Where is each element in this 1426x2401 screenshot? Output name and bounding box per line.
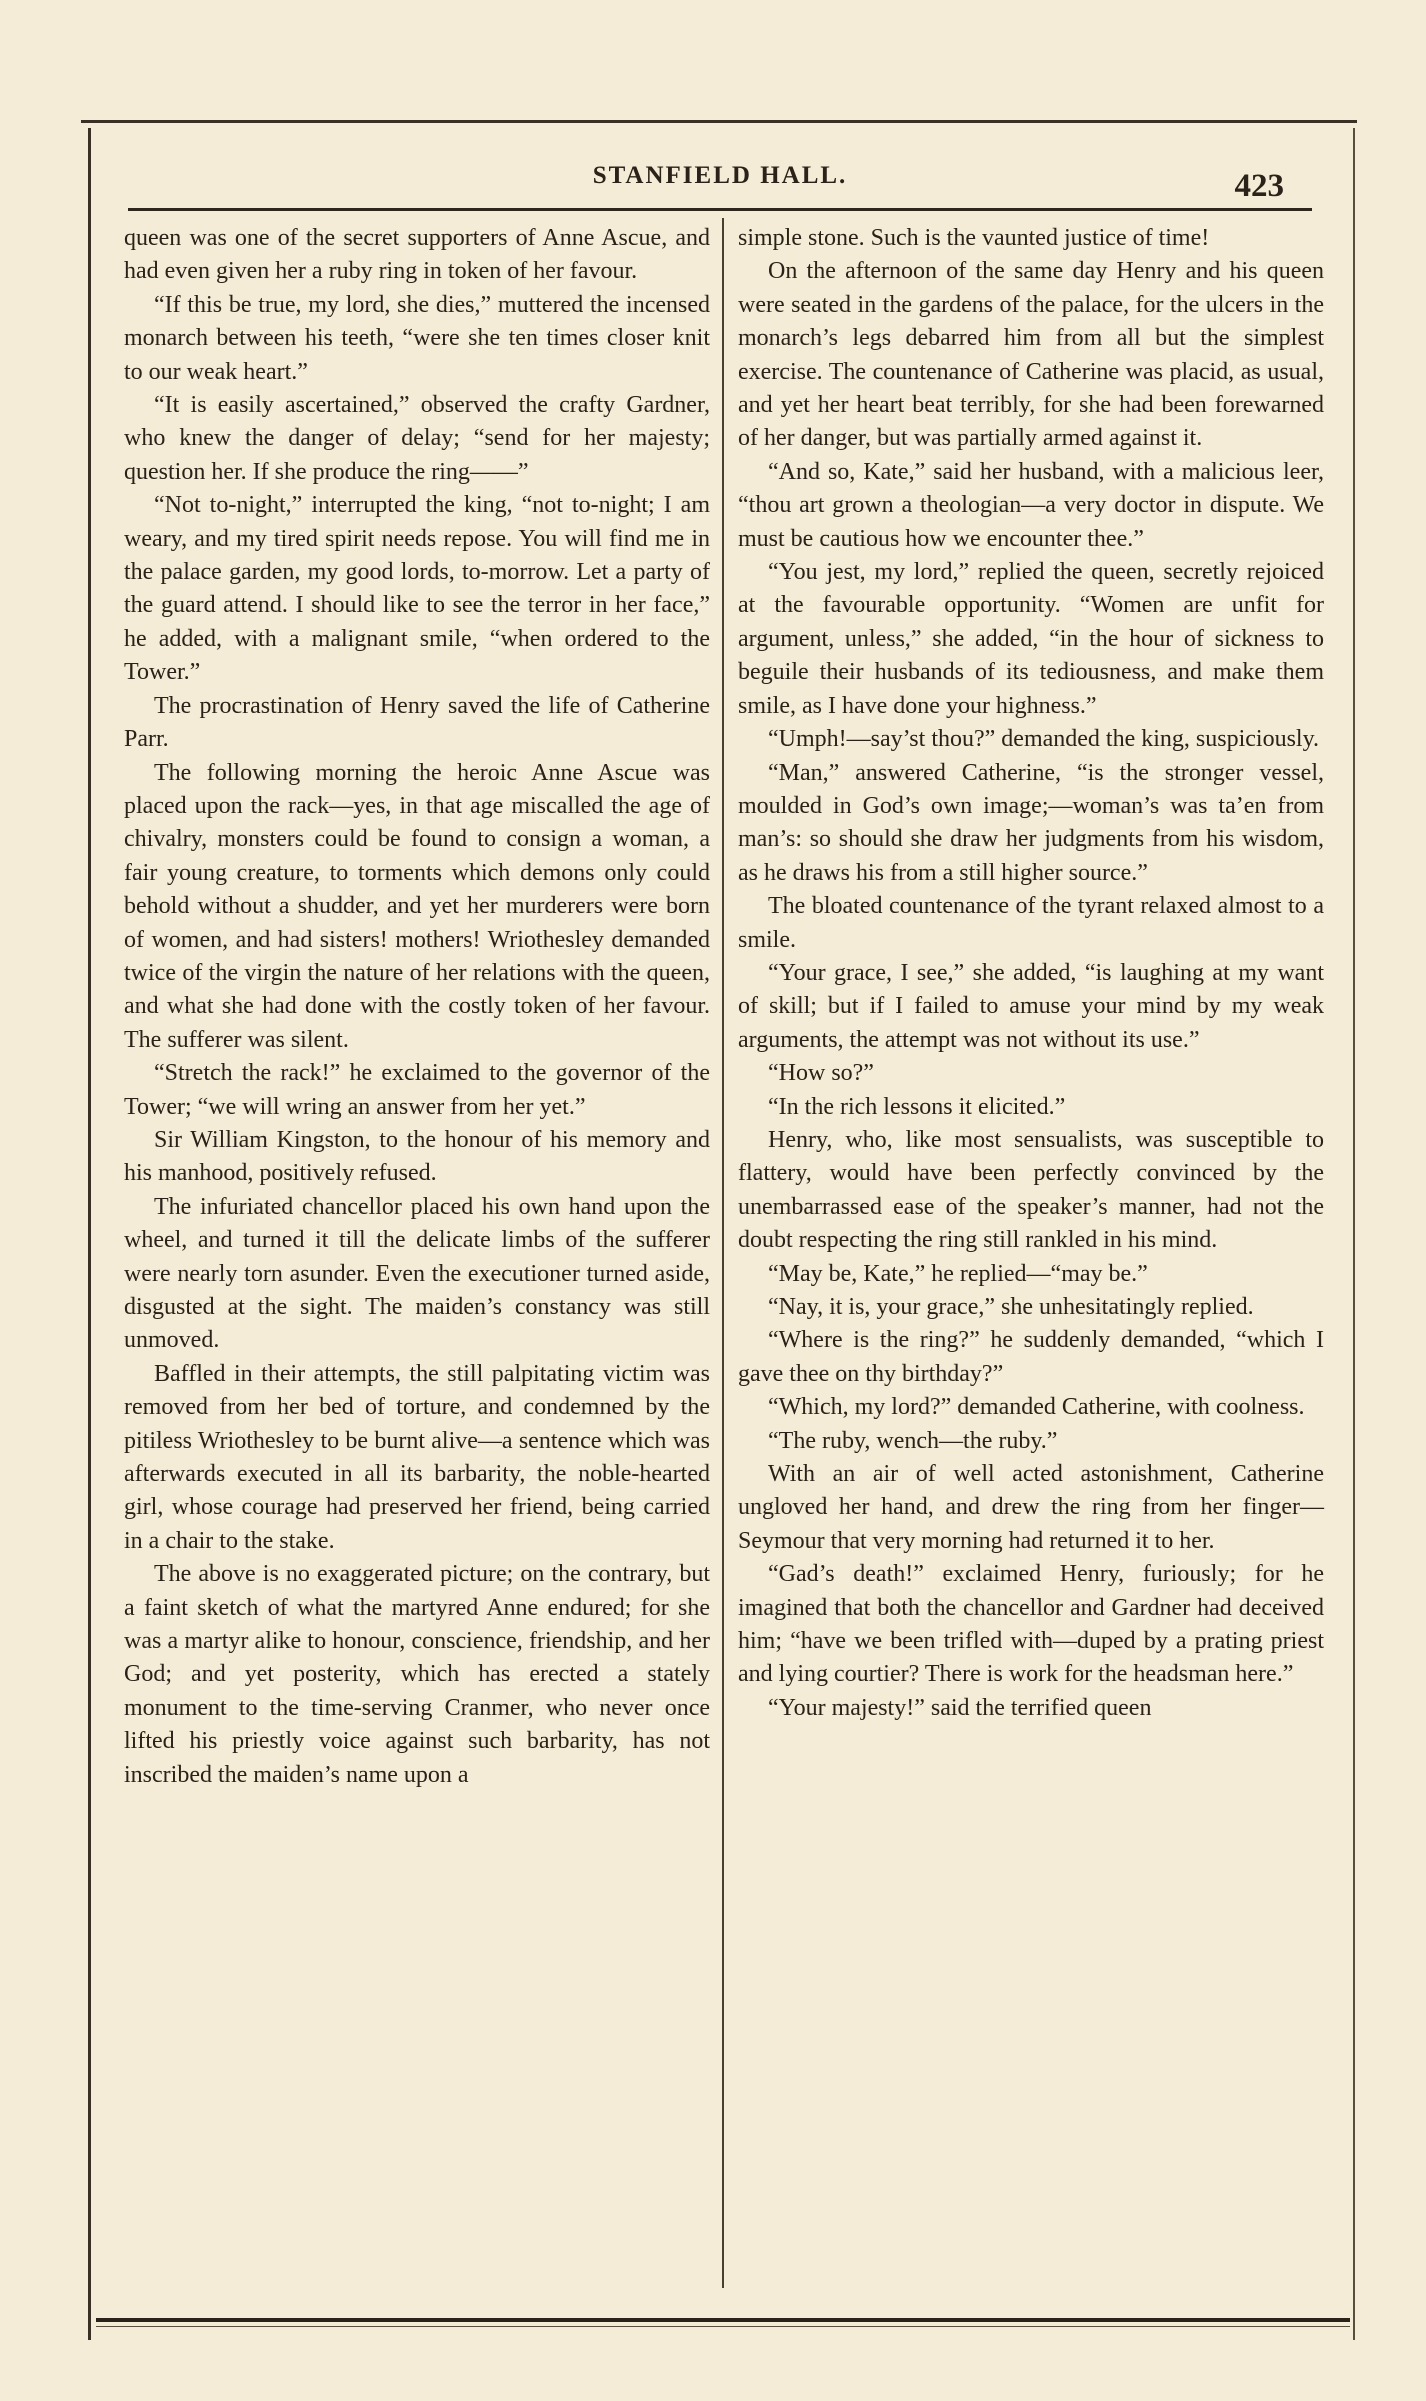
paragraph: The procrastination of Henry saved the life of Catherine Parr. xyxy=(124,692,710,753)
page-header xyxy=(96,158,1344,212)
paragraph: simple stone. Such is the vaunted justice of time! xyxy=(738,225,1210,251)
paragraph: “And so, Kate,” said her husband, with a malicious leer, “thou art grown a theologian—a very doctor in dispute. We must be cautious how we encounter thee.” xyxy=(738,458,1324,552)
paragraph: “You jest, my lord,” replied the queen, secretly rejoiced at the favourable opportunity. “Women are unfit for argument, unless,” she added, “in the hour of sickness to beguile their husbands of its tediousness, and make them smile, as I have done your highness.” xyxy=(738,559,1324,719)
paragraph: “It is easily ascertained,” observed the crafty Gardner, who knew the danger of delay; “send for her majesty; question her. If she produce the ring——” xyxy=(124,392,710,485)
paragraph: “If this be true, my lord, she dies,” muttered the incensed monarch between his teeth, “were she ten times closer knit to our weak heart.” xyxy=(124,291,710,385)
paragraph: “May be, Kate,” he replied—“may be.” xyxy=(768,1260,1148,1287)
paragraph: “Where is the ring?” he suddenly demanded, “which I gave thee on thy birthday?” xyxy=(738,1327,1324,1387)
paragraph: With an air of well acted astonishment, Catherine ungloved her hand, and drew the ring from her finger—Seymour that very morning had returned it to her. xyxy=(738,1461,1324,1554)
paragraph: Henry, who, like most sensualists, was susceptible to flattery, would have been perfectly convinced by the unembarrassed ease of the speaker’s manner, had not the doubt respecting the ring still rankled in his mind. xyxy=(738,1126,1324,1254)
paragraph: “The ruby, wench—the ruby.” xyxy=(768,1427,1058,1454)
paragraph: “How so?” xyxy=(768,1060,874,1087)
paragraph: “Not to-night,” interrupted the king, “not to-night; I am weary, and my tired spirit needs repose. You will find me in the palace garden, my good lords, to-morrow. Let a party of the guard attend. I should like to see the terror in her face,” he added, with a malignant smile, “when ordered to the Tower.” xyxy=(124,492,710,686)
page-number: 423 xyxy=(1234,168,1284,204)
paragraph: “In the rich lessons it elicited.” xyxy=(768,1093,1066,1120)
paragraph: queen was one of the secret supporters of Anne Ascue, and had even given her a ruby ring in token of her favour. xyxy=(124,225,710,285)
paragraph: On the afternoon of the same day Henry and his queen were seated in the gardens of the palace, for the ulcers in the monarch’s legs debarred him from all but the simplest exercise. The countenance of Catherine was placid, as usual, and yet her heart beat terribly, for she had been forewarned of her danger, but was partially armed against it. xyxy=(738,258,1324,452)
paragraph: “Your majesty!” said the terrified queen xyxy=(768,1694,1152,1721)
footer-rule-thin xyxy=(96,2326,1350,2327)
paragraph: The above is no exaggerated picture; on the contrary, but a faint sketch of what the martyred Anne endured; for she was a martyr alike to honour, conscience, friendship, and her God; and yet posterity, which has erected a stately monument to the time-serving Cranmer, who never once lifted his priestly voice against such barbarity, has not inscribed the maiden’s name upon a xyxy=(124,1561,710,1788)
footer-rule xyxy=(96,2318,1350,2322)
header-rule xyxy=(128,208,1312,211)
paragraph: “Your grace, I see,” she added, “is laughing at my want of skill; but if I failed to amuse your mind by my weak arguments, the attempt was not without its use.” xyxy=(738,959,1324,1053)
paragraph: Sir William Kingston, to the honour of his memory and his manhood, positively refused. xyxy=(124,1126,710,1187)
paragraph: “Gad’s death!” exclaimed Henry, furiously; for he imagined that both the chancellor and Gardner had deceived him; “have we been trifled with—duped by a prating priest and lying courtier? There is work for the headsman here.” xyxy=(738,1561,1324,1688)
column-divider xyxy=(722,218,724,2288)
paragraph: The bloated countenance of the tyrant relaxed almost to a smile. xyxy=(738,893,1324,953)
paragraph: The following morning the heroic Anne Ascue was placed upon the rack—yes, in that age miscalled the age of chivalry, monsters could be found to consign a woman, a fair young creature, to torments which demons only could behold without a shudder, and yet her murderers were born of women, and had sisters! mothers! Wriothesley demanded twice of the virgin the nature of her relations with the queen, and what she had done with the costly token of her favour. The sufferer was silent. xyxy=(124,759,710,1053)
left-column xyxy=(124,222,710,1792)
paragraph: “Stretch the rack!” he exclaimed to the governor of the Tower; “we will wring an answer from her yet.” xyxy=(124,1060,710,1120)
paragraph: “Man,” answered Catherine, “is the stronger vessel, moulded in God’s own image;—woman’s was ta’en from man’s: so should she draw her judgments from his wisdom, as he draws his from a still higher source.” xyxy=(738,759,1324,886)
paragraph: “Umph!—say’st thou?” demanded the king, suspiciously. xyxy=(768,726,1320,753)
paragraph: The infuriated chancellor placed his own hand upon the wheel, and turned it till the delicate limbs of the sufferer were nearly torn asunder. Even the executioner turned aside, disgusted at the sight. The maiden’s constancy was still unmoved. xyxy=(124,1193,710,1354)
paragraph: “Which, my lord?” demanded Catherine, with coolness. xyxy=(768,1394,1305,1421)
right-column xyxy=(738,222,1324,1725)
paragraph: Baffled in their attempts, the still palpitating victim was removed from her bed of torture, and condemned by the pitiless Wriothesley to be burnt alive—a sentence which was afterwards executed in all its barbarity, the noble-hearted girl, whose courage had preserved her friend, being carried in a chair to the stake. xyxy=(124,1360,710,1554)
running-head: STANFIELD HALL. xyxy=(592,162,848,189)
paragraph: “Nay, it is, your grace,” she unhesitatingly replied. xyxy=(768,1294,1254,1320)
